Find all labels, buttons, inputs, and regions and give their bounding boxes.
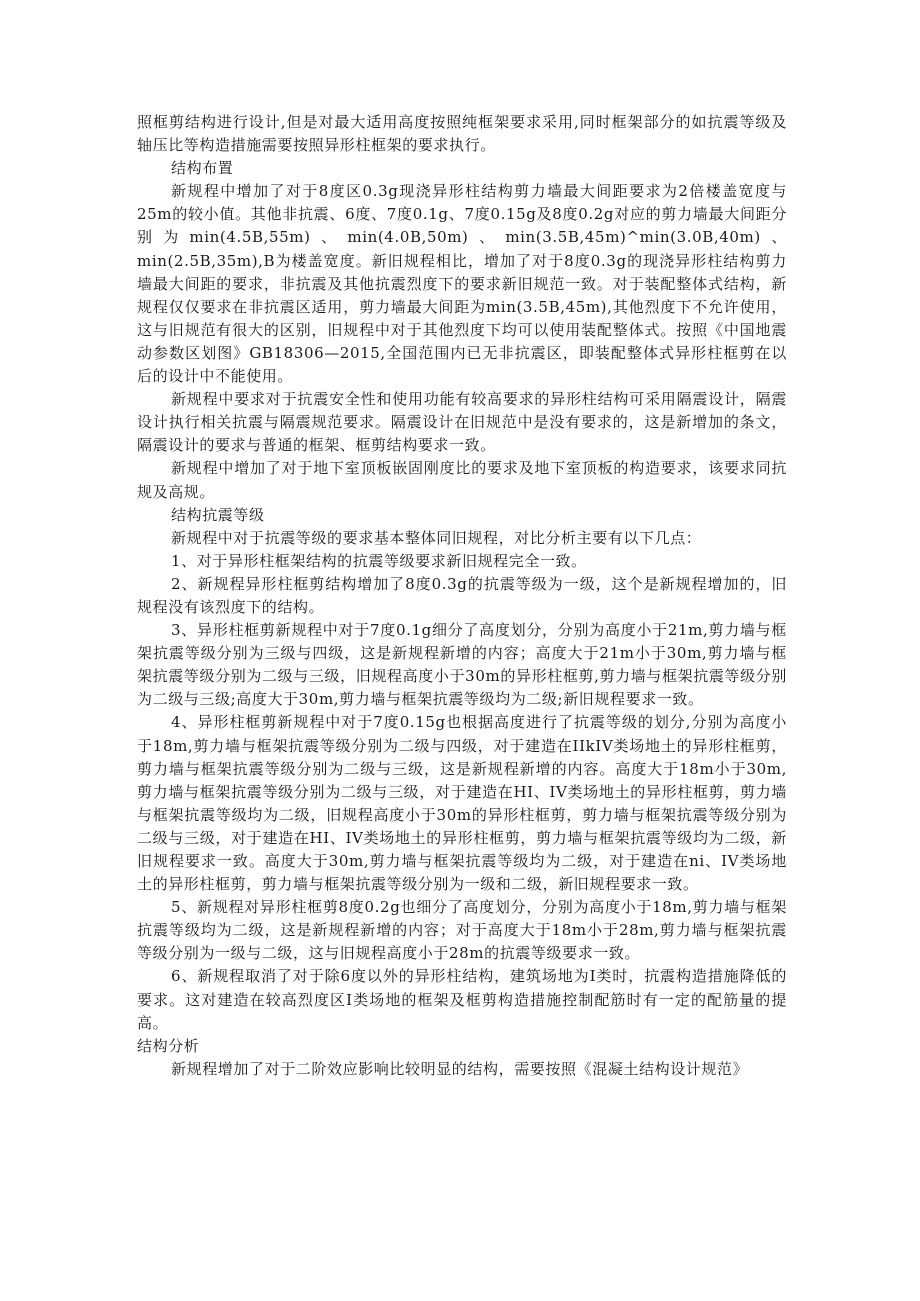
- list-item: 1、对于异形柱框架结构的抗震等级要求新旧规程完全一致。: [171, 551, 587, 570]
- section-heading-seismic-grade: 结构抗震等级: [171, 505, 265, 524]
- paragraph: 新规程中增加了对于8度区0.3g现浇异形柱结构剪力墙最大间距要求为2倍楼盖宽度与25m的较小值。其他非抗震、6度、7度0.1g、7度0.15g及8度0.2g对应的剪力墙最大间距分别为min(4.5B,55m)、min(4.0B,50m)、min(3.5B,45m)^min(3.0B,40m)、min(2.5B,35m),B为楼盖宽度。新旧规程相比，增加了对于8度0.3g的现浇异形柱结构剪力墙最大间距的要求，非抗震及其他抗震烈度下的要求新旧规范一致。对于装配整体式结构，新规程仅仅要求在非抗震区适用，剪力墙最大间距为min(3.5B,45m),其他烈度下不允许使用，这与旧规范有很大的区别，旧规程中对于其他烈度下均可以使用装配整体式。按照《中国地震动参数区划图》GB18306—2015,全国范围内已无非抗震区，即装配整体式异形柱框剪在以后的设计中不能使用。: [137, 182, 787, 386]
- paragraph: 新规程中对于抗震等级的要求基本整体同旧规程，对比分析主要有以下几点：: [171, 528, 702, 547]
- document-page: [137, 111, 787, 1081]
- paragraph: 新规程增加了对于二阶效应影响比较明显的结构，需要按照《混凝土结构设计规范》: [171, 1059, 749, 1078]
- paragraph: 新规程中要求对于抗震安全性和使用功能有较高要求的异形柱结构可采用隔震设计，隔震设计执行相关抗震与隔震规范要求。隔震设计在旧规范中是没有要求的，这是新增加的条文，隔震设计的要求与普通的框架、框剪结构要求一致。: [137, 390, 787, 455]
- section-heading-analysis: 结构分析: [137, 1036, 200, 1055]
- list-item: 6、新规程取消了对于除6度以外的异形柱结构，建筑场地为I类时，抗震构造措施降低的要求。这对建造在较高烈度区I类场地的框架及框剪构造措施控制配筋时有一定的配筋量的提高。: [137, 967, 787, 1032]
- paragraph: 新规程中增加了对于地下室顶板嵌固刚度比的要求及地下室顶板的构造要求，该要求同抗规及高规。: [137, 459, 787, 501]
- list-item: 4、异形柱框剪新规程中对于7度0.15g也根据高度进行了抗震等级的划分,分别为高度小于18m,剪力墙与框架抗震等级分别为二级与四级，对于建造在IIkIV类场地土的异形柱框剪，剪力墙与框架抗震等级分别为二级与三级，这是新规程新增的内容。高度大于18m小于30m,剪力墙与框架抗震等级分别为二级与三级，对于建造在HI、IV类场地土的异形柱框剪，剪力墙与框架抗震等级均为二级，旧规程高度小于30m的异形柱框剪，剪力墙与框架抗震等级分别为二级与三级，对于建造在HI、IV类场地土的异形柱框剪，剪力墙与框架抗震等级均为二级，新旧规程要求一致。高度大于30m,剪力墙与框架抗震等级均为二级，对于建造在ni、IV类场地土的异形柱框剪，剪力墙与框架抗震等级分别为一级和二级，新旧规程要求一致。: [137, 713, 787, 894]
- list-item: 3、异形柱框剪新规程中对于7度0.1g细分了高度划分，分别为高度小于21m,剪力墙与框架抗震等级分别为三级与四级，这是新规程新增的内容；高度大于21m小于30m,剪力墙与框架抗震等级分别为二级与三级，旧规程高度小于30m的异形柱框剪,剪力墙与框架抗震等级分别为二级与三级;高度大于30m,剪力墙与框架抗震等级均为二级;新旧规程要求一致。: [137, 621, 787, 709]
- section-heading-layout: 结构布置: [171, 159, 234, 178]
- paragraph: 照框剪结构进行设计,但是对最大适用高度按照纯框架要求采用,同时框架部分的如抗震等级及轴压比等构造措施需要按照异形柱框架的要求执行。: [137, 113, 787, 155]
- list-item: 2、新规程异形柱框剪结构增加了8度0.3g的抗震等级为一级，这个是新规程增加的，旧规程没有该烈度下的结构。: [137, 574, 787, 616]
- list-item: 5、新规程对异形柱框剪8度0.2g也细分了高度划分，分别为高度小于18m,剪力墙与框架抗震等级均为二级，这是新规程新增的内容；对于高度大于18m小于28m,剪力墙与框架抗震等级分别为一级与二级，这与旧规程高度小于28m的抗震等级要求一致。: [137, 898, 787, 963]
